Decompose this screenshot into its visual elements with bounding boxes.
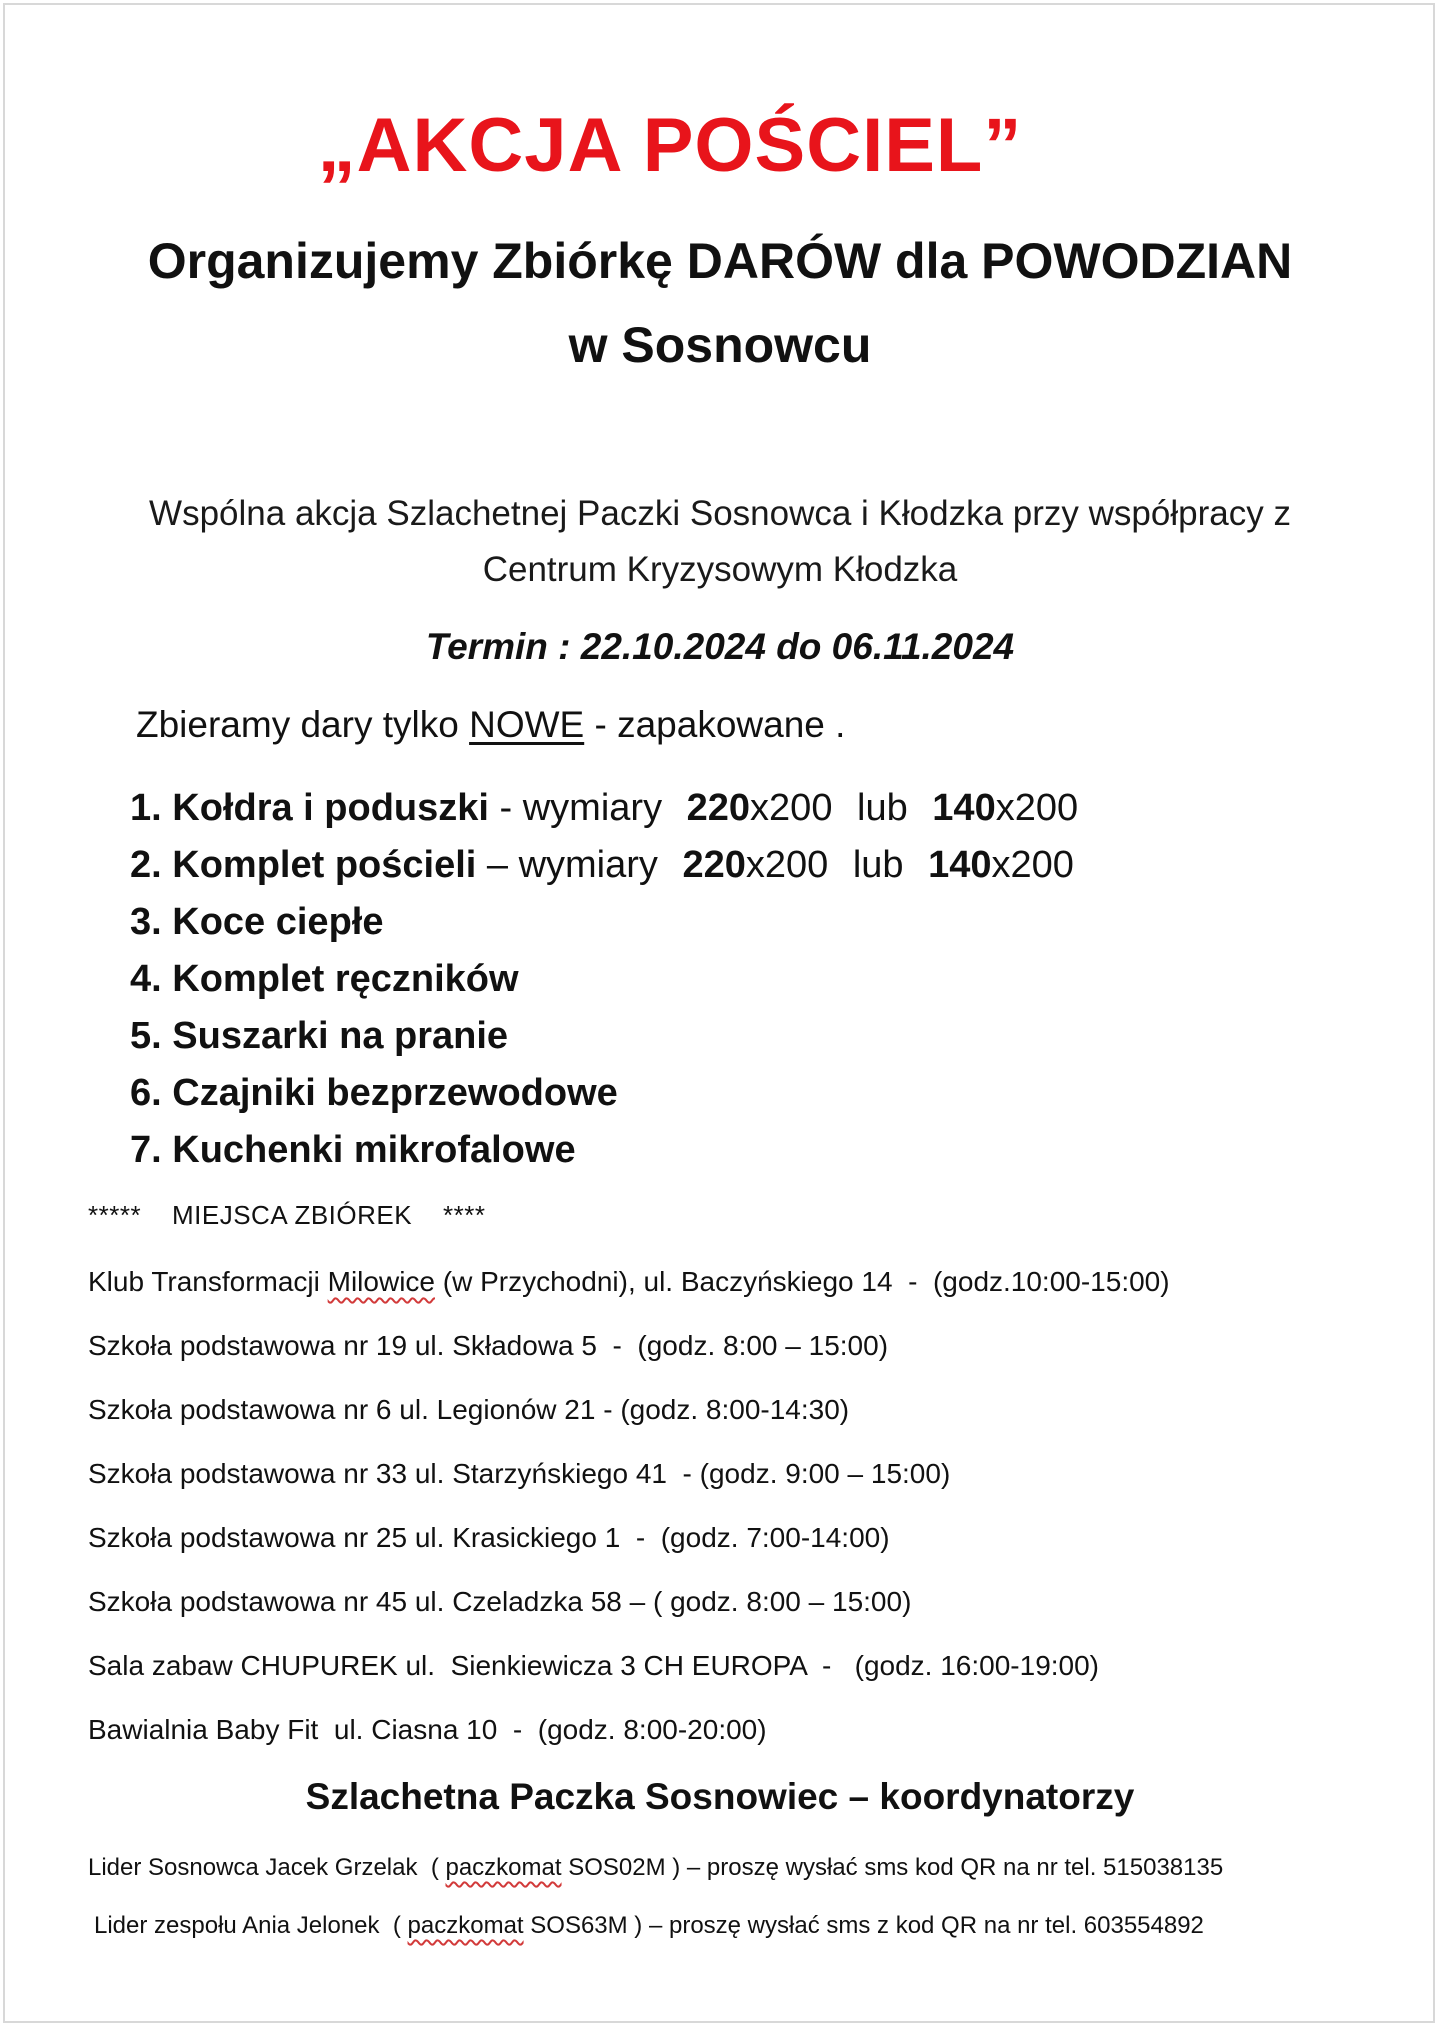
list-item: Szkoła podstawowa nr 6 ul. Legionów 21 - (godz. 8:00-14:30) (88, 1394, 850, 1425)
place-text-pre: Klub Transformacji (88, 1266, 328, 1297)
size-2-bold: 140 (928, 844, 992, 886)
intro-line-2: Centrum Kryzysowym Kłodzka (482, 550, 958, 589)
heading-line-1: Organizujemy Zbiórkę DARÓW dla POWODZIAN (147, 233, 1293, 289)
collection-points-heading: ***** MIEJSCA ZBIÓREK **** (88, 1200, 486, 1230)
size-2-bold: 140 (932, 787, 996, 829)
leader-text-pre: Lider Sosnowca Jacek Grzelak ( (88, 1854, 446, 1881)
size-1-bold: 220 (682, 844, 746, 886)
list-item (88, 1258, 1170, 1322)
item-separator: – wymiary (476, 844, 658, 886)
list-item: Szkoła podstawowa nr 19 ul. Składowa 5 - (godz. 8:00 – 15:00) (88, 1330, 889, 1361)
donation-items-list (130, 780, 1078, 1179)
leader-line-2 (94, 1912, 1204, 1940)
leader-text-post: SOS63M ) – proszę wysłać sms z kod QR na nr tel. 603554892 (523, 1912, 1204, 1939)
leader-line-1 (88, 1854, 1223, 1882)
list-item: Szkoła podstawowa nr 25 ul. Krasickiego 1 - (godz. 7:00-14:00) (88, 1522, 890, 1553)
list-item (130, 1008, 1078, 1065)
item-name: Kołdra i poduszki (172, 787, 489, 829)
item-name: Suszarki na pranie (172, 1015, 509, 1057)
item-number: 6. (130, 1072, 162, 1114)
size-1: x200 (745, 844, 829, 886)
heading-line-2: w Sosnowcu (568, 317, 872, 373)
poster-title: „AKCJA POŚCIEL” (317, 103, 1023, 188)
item-number: 5. (130, 1015, 162, 1057)
size-or: lub (857, 787, 908, 829)
coordinators-heading: Szlachetna Paczka Sosnowiec – koordynatorzy (305, 1776, 1135, 1817)
collection-points-list (88, 1258, 1170, 1770)
item-name: Komplet pościeli (172, 844, 477, 886)
list-item: Szkoła podstawowa nr 45 ul. Czeladzka 58 – ( godz. 8:00 – 15:00) (88, 1586, 912, 1617)
list-item (130, 1122, 1078, 1179)
list-item: Bawialnia Baby Fit ul. Ciasna 10 - (godz. 8:00-20:00) (88, 1714, 767, 1745)
item-number: 2. (130, 844, 162, 886)
spellcheck-word: paczkomat (407, 1912, 524, 1939)
item-name: Komplet ręczników (172, 958, 519, 1000)
collect-note (136, 704, 845, 746)
item-separator: - wymiary (488, 787, 663, 829)
spellcheck-word: Milowice (327, 1266, 435, 1297)
list-item: Sala zabaw CHUPUREK ul. Sienkiewicza 3 CH EUROPA - (godz. 16:00-19:00) (88, 1650, 1100, 1681)
list-item (130, 894, 1078, 951)
list-item (130, 951, 1078, 1008)
item-name: Koce ciepłe (172, 901, 384, 943)
item-name: Kuchenki mikrofalowe (172, 1129, 576, 1171)
item-name: Czajniki bezprzewodowe (172, 1072, 618, 1114)
list-item (130, 837, 1078, 894)
size-1: x200 (750, 787, 833, 829)
collect-after: - zapakowane . (584, 704, 846, 745)
leader-text-post: SOS02M ) – proszę wysłać sms kod QR na nr tel. 515038135 (561, 1854, 1224, 1881)
item-number: 3. (130, 901, 162, 943)
list-item (130, 780, 1078, 837)
spellcheck-word: paczkomat (445, 1854, 562, 1881)
leader-text-pre: Lider zespołu Ania Jelonek ( (94, 1912, 408, 1939)
size-1-bold: 220 (686, 787, 751, 829)
collect-new-word: NOWE (469, 704, 585, 745)
intro-line-1: Wspólna akcja Szlachetnej Paczki Sosnowca i Kłodzka przy współpracy z (149, 494, 1291, 533)
term-dates: Termin : 22.10.2024 do 06.11.2024 (425, 626, 1015, 667)
item-number: 1. (130, 787, 162, 829)
size-2: x200 (991, 844, 1074, 886)
list-item: Szkoła podstawowa nr 33 ul. Starzyńskiego 41 - (godz. 9:00 – 15:00) (88, 1458, 951, 1489)
list-item (130, 1065, 1078, 1122)
place-text-post: (w Przychodni), ul. Baczyńskiego 14 - (godz.10:00-15:00) (435, 1266, 1170, 1297)
size-or: lub (852, 844, 904, 886)
item-number: 7. (130, 1129, 162, 1171)
size-2: x200 (995, 787, 1079, 829)
item-number: 4. (130, 958, 162, 1000)
collect-before: Zbieramy dary tylko (136, 704, 470, 745)
